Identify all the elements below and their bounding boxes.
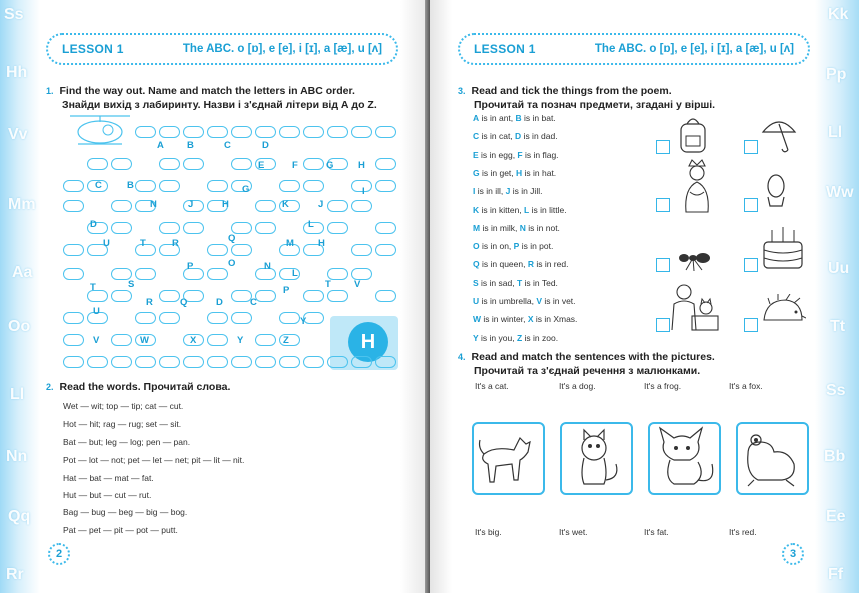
lesson-title: LESSON 1	[62, 42, 124, 56]
poem-line	[473, 278, 558, 288]
poem-line	[473, 113, 556, 123]
maze-cloud	[87, 158, 108, 170]
maze-cloud	[255, 290, 276, 302]
word-line: Pat — pet — pit — pot — putt.	[63, 525, 178, 535]
side-letter: Ss	[826, 382, 846, 399]
word-line: Hot — hit; rag — rug; set — sit.	[63, 419, 182, 429]
word-line: Hut — but — cut — rut.	[63, 490, 152, 500]
word-line: Wet — wit; top — tip; cat — cut.	[63, 401, 184, 411]
picture-card-frog[interactable]	[736, 422, 809, 495]
maze-cloud	[303, 290, 324, 302]
queen-icon	[680, 158, 714, 214]
maze-cloud	[279, 312, 300, 324]
match-sentence[interactable]: It's big.	[475, 527, 502, 537]
poem-text: is in Ted.	[522, 277, 558, 288]
maze-cloud	[207, 268, 228, 280]
maze-cloud	[351, 356, 372, 368]
maze-cloud	[207, 312, 228, 324]
maze-letter[interactable]: Q	[180, 297, 188, 308]
maze-cloud	[279, 126, 300, 138]
maze-letter[interactable]: W	[140, 335, 149, 346]
picture-card-cat[interactable]	[560, 422, 633, 495]
poem-letter: T	[516, 277, 523, 288]
side-letter: Hh	[6, 64, 28, 81]
tick-box-ant[interactable]	[656, 258, 670, 272]
maze-cloud	[375, 222, 396, 234]
frog-icon	[738, 424, 807, 493]
maze-letter[interactable]: O	[228, 258, 236, 269]
maze-cloud	[231, 356, 252, 368]
poem-text: is in egg,	[478, 149, 518, 160]
side-letter: Tt	[830, 318, 846, 335]
maze-cloud	[375, 180, 396, 192]
lesson-header	[458, 33, 810, 65]
poem-letter: R	[527, 259, 534, 270]
poem-line	[473, 186, 542, 196]
maze-cloud	[279, 180, 300, 192]
backpack-icon	[676, 114, 710, 154]
maze-cloud	[183, 200, 204, 212]
poem-text: is in cat,	[479, 131, 516, 142]
maze-letter[interactable]: Z	[283, 335, 289, 346]
maze-letter[interactable]: C	[95, 180, 102, 191]
side-letter: Ee	[826, 508, 846, 525]
cat-icon	[562, 424, 631, 493]
helicopter-icon	[64, 110, 136, 150]
maze-cloud	[207, 356, 228, 368]
poem-text: is in winter,	[481, 314, 528, 325]
poem-letter: A	[473, 113, 480, 123]
maze-cloud	[231, 312, 252, 324]
maze-cloud	[303, 356, 324, 368]
maze-cloud	[63, 268, 84, 280]
side-letter: Nn	[6, 448, 28, 465]
maze-cloud	[87, 356, 108, 368]
maze-letter[interactable]: U	[93, 306, 100, 317]
side-letter: Aa	[12, 264, 33, 281]
maze-cloud	[231, 126, 252, 138]
poem-line	[473, 259, 568, 269]
side-letter: Uu	[828, 260, 850, 277]
maze-letter[interactable]: N	[264, 261, 271, 272]
task-3-instructions: 3. Read and tick the things from the poem. Прочитай та познач предмети, згадані у вірші.	[458, 85, 716, 111]
maze-letter[interactable]: Y	[300, 316, 307, 327]
maze-letter[interactable]: F	[292, 160, 298, 171]
side-letter: Ff	[828, 566, 844, 583]
maze-cloud	[207, 244, 228, 256]
maze-letter[interactable]: J	[318, 199, 324, 210]
poem-letter: M	[473, 222, 481, 233]
maze-cloud	[135, 356, 156, 368]
poem-letter: W	[473, 314, 482, 325]
maze-cloud	[279, 356, 300, 368]
word-line: Bag — bug — beg — big — bog.	[63, 507, 188, 517]
maze-letter[interactable]: J	[188, 199, 194, 210]
maze-letter[interactable]: D	[216, 297, 223, 308]
maze-letter[interactable]: B	[187, 140, 194, 151]
maze-cloud	[111, 222, 132, 234]
maze-cloud	[351, 244, 372, 256]
maze-cloud	[159, 356, 180, 368]
poem-letter: B	[515, 113, 522, 123]
tick-box-backpack[interactable]	[656, 140, 670, 154]
poem-letter: L	[524, 204, 530, 215]
poem-letter: Y	[473, 332, 479, 343]
poem-line	[473, 296, 576, 306]
maze-letter[interactable]: L	[308, 219, 314, 230]
poem-letter: H	[516, 167, 523, 178]
tick-box-vet[interactable]	[656, 318, 670, 332]
poem-text: is in vet.	[541, 296, 576, 306]
maze-letter[interactable]: R	[146, 297, 153, 308]
poem-letter: V	[536, 296, 542, 306]
maze-letter[interactable]: R	[172, 238, 179, 249]
poem-line	[473, 314, 577, 324]
match-sentence[interactable]: It's fat.	[644, 527, 669, 537]
side-letter: Kk	[828, 6, 849, 23]
tick-box-umbrella[interactable]	[744, 140, 758, 154]
maze-cloud	[327, 222, 348, 234]
match-sentence[interactable]: It's a frog.	[644, 381, 682, 391]
maze-cloud	[375, 126, 396, 138]
maze-letter[interactable]: V	[93, 335, 100, 346]
maze-letter[interactable]: P	[283, 285, 290, 296]
maze-cloud	[375, 158, 396, 170]
tick-box-hedgehog[interactable]	[744, 318, 758, 332]
umbrella-icon	[760, 114, 798, 154]
poem-letter: O	[473, 241, 480, 252]
poem-text: is in bat.	[521, 113, 556, 123]
poem-text: is in kitten,	[479, 204, 525, 215]
poem-line	[473, 241, 553, 251]
lesson-topic: The ABC. o [ɒ], e [e], i [ɪ], a [æ], u [ʌ]	[182, 43, 382, 55]
poem-text: is in red.	[533, 259, 569, 270]
poem-text: is in on,	[479, 241, 514, 252]
poem-line	[473, 150, 559, 160]
poem-letter: K	[473, 204, 480, 215]
maze-letter[interactable]: U	[103, 238, 110, 249]
maze-cloud	[231, 290, 252, 302]
poem-text: is in get,	[479, 167, 517, 178]
poem-letter: E	[473, 149, 479, 160]
hedgehog-icon	[760, 294, 806, 328]
poem-text: is in umbrella,	[479, 296, 537, 306]
match-sentence[interactable]: It's wet.	[559, 527, 588, 537]
poem-line	[473, 205, 567, 215]
maze-cloud	[303, 158, 324, 170]
maze-cloud	[183, 356, 204, 368]
maze-letter[interactable]: L	[292, 268, 298, 279]
maze-cloud	[255, 334, 276, 346]
maze-cloud	[111, 334, 132, 346]
maze-answer-letter: H	[348, 322, 388, 362]
maze-cloud	[159, 126, 180, 138]
maze-letter[interactable]: A	[157, 140, 164, 151]
maze-cloud	[111, 290, 132, 302]
poem-letter: N	[519, 222, 526, 233]
poem-line	[473, 223, 560, 233]
tick-box-queen[interactable]	[656, 198, 670, 212]
tick-box-egg[interactable]	[744, 198, 758, 212]
cake-icon	[758, 222, 808, 272]
maze-letter[interactable]: H	[222, 199, 229, 210]
maze-letter[interactable]: P	[187, 261, 194, 272]
poem-text: is in milk,	[480, 222, 520, 233]
maze-cloud	[159, 222, 180, 234]
maze-cloud	[63, 180, 84, 192]
side-letter: Ll	[828, 124, 843, 141]
maze-cloud	[63, 244, 84, 256]
match-sentence[interactable]: It's a cat.	[475, 381, 509, 391]
vet-with-cat-icon	[666, 282, 722, 332]
maze-letter[interactable]: K	[282, 199, 289, 210]
right-page	[430, 0, 859, 593]
maze-cloud	[63, 334, 84, 346]
left-page	[0, 0, 425, 593]
maze-letter[interactable]: B	[127, 180, 134, 191]
maze-letter[interactable]: N	[150, 199, 157, 210]
lesson-topic: The ABC. o [ɒ], e [e], i [ɪ], a [æ], u [ʌ]	[594, 43, 794, 55]
tick-box-cake[interactable]	[744, 258, 758, 272]
maze-cloud	[63, 200, 84, 212]
maze-letter[interactable]: H	[318, 238, 325, 249]
maze-letter[interactable]: T	[140, 238, 146, 249]
poem-text: is in little.	[529, 204, 567, 215]
maze-letter[interactable]: T	[325, 279, 331, 290]
poem-text: is in hat.	[522, 167, 557, 178]
poem-text: is in Jill.	[510, 186, 543, 197]
picture-card-fox[interactable]	[648, 422, 721, 495]
poem-line	[473, 131, 558, 141]
poem-text: is in not.	[525, 222, 560, 233]
maze-cloud	[183, 126, 204, 138]
poem-letter: S	[473, 277, 479, 288]
maze-cloud	[231, 244, 252, 256]
side-letter: Mm	[8, 196, 36, 213]
fox-icon	[650, 424, 719, 493]
poem-line	[473, 333, 558, 343]
poem-letter: U	[473, 296, 480, 306]
poem-text: is in dad.	[521, 131, 558, 142]
lesson-header	[46, 33, 398, 65]
poem-letter: Q	[473, 259, 480, 270]
maze-cloud	[207, 180, 228, 192]
maze-cloud	[183, 158, 204, 170]
maze-cloud	[303, 180, 324, 192]
side-letter: Oo	[8, 318, 31, 335]
maze-letter[interactable]: V	[354, 279, 361, 290]
task-1-instructions: 1. Find the way out. Name and match the letters in ABC order. Знайди вихід з лабиринту. Назви і з'єднай літери від А до Z.	[46, 85, 377, 111]
poem-letter: C	[473, 131, 480, 142]
maze-letter[interactable]: E	[258, 160, 265, 171]
task-2-instructions: 2. Read the words. Прочитай слова.	[46, 381, 231, 393]
maze-cloud	[183, 222, 204, 234]
maze-letter[interactable]: Q	[228, 233, 236, 244]
poem-text: is in ill,	[475, 186, 506, 197]
maze-letter[interactable]: Y	[237, 335, 244, 346]
egg-icon	[764, 170, 788, 210]
poem-letter: P	[513, 241, 520, 252]
maze-letter[interactable]: G	[242, 184, 250, 195]
maze-letter[interactable]: H	[358, 160, 365, 171]
match-sentence[interactable]: It's a dog.	[559, 381, 596, 391]
maze-cloud	[255, 222, 276, 234]
maze-cloud	[207, 126, 228, 138]
page-number: 2	[48, 543, 70, 565]
maze-cloud	[327, 200, 348, 212]
maze-cloud	[375, 290, 396, 302]
maze-letter[interactable]: X	[190, 335, 197, 346]
poem-text: is in queen,	[479, 259, 528, 270]
maze-cloud	[375, 244, 396, 256]
maze-cloud	[231, 158, 252, 170]
poem-text: is in flag.	[522, 149, 559, 160]
maze-cloud	[207, 334, 228, 346]
match-sentence[interactable]: It's a fox.	[729, 381, 763, 391]
maze-cloud	[327, 356, 348, 368]
poem-letter: D	[515, 131, 522, 142]
poem-line	[473, 168, 556, 178]
side-letter: Bb	[824, 448, 846, 465]
maze-cloud	[351, 126, 372, 138]
picture-card-dog[interactable]	[472, 422, 545, 495]
side-letter: Rr	[6, 566, 24, 583]
lesson-title: LESSON 1	[474, 42, 536, 56]
word-line: Pot — lot — not; pet — let — net; pit — lit — nit.	[63, 455, 245, 465]
side-letter: Qq	[8, 508, 31, 525]
maze-letter[interactable]: C	[250, 297, 257, 308]
side-letter: Ww	[826, 184, 854, 201]
poem-text: is in zoo.	[522, 332, 559, 343]
maze-cloud	[375, 356, 396, 368]
maze-cloud	[255, 126, 276, 138]
maze-cloud	[255, 356, 276, 368]
maze-cloud	[111, 158, 132, 170]
poem-letter: F	[517, 149, 523, 160]
maze-cloud	[63, 356, 84, 368]
maze-letter[interactable]: M	[286, 238, 294, 249]
dog-icon	[474, 424, 543, 493]
poem-letter: Z	[516, 332, 523, 343]
maze-cloud	[135, 180, 156, 192]
poem-text: is in ant,	[479, 113, 516, 123]
maze-letter[interactable]: G	[326, 160, 334, 171]
maze-cloud	[135, 126, 156, 138]
maze-cloud	[327, 126, 348, 138]
maze-letter[interactable]: D	[90, 219, 97, 230]
word-line: Hat — bat — mat — fat.	[63, 473, 154, 483]
page-number: 3	[782, 543, 804, 565]
maze-letter[interactable]: C	[224, 140, 231, 151]
maze-letter[interactable]: T	[90, 282, 96, 293]
poem-text: is in you,	[478, 332, 517, 343]
maze-letter[interactable]: I	[362, 186, 365, 197]
maze-cloud	[159, 290, 180, 302]
maze-cloud	[159, 158, 180, 170]
maze-cloud	[135, 312, 156, 324]
poem-text: is in pot.	[519, 241, 554, 252]
poem-letter: G	[473, 167, 480, 178]
maze-cloud	[159, 312, 180, 324]
poem-letter: X	[527, 314, 534, 325]
maze-cloud	[63, 312, 84, 324]
word-line: Bat — but; leg — log; pen — pan.	[63, 437, 191, 447]
poem-text: is in sad,	[478, 277, 517, 288]
maze-cloud	[111, 200, 132, 212]
side-letter: Vv	[8, 126, 28, 143]
maze-letter[interactable]: D	[262, 140, 269, 151]
maze-cloud	[255, 200, 276, 212]
side-letter: Ll	[10, 386, 25, 403]
poem-letter: I	[473, 186, 476, 197]
task-4-instructions: 4. Read and match the sentences with the pictures. Прочитай та з'єднай речення з малюнками.	[458, 351, 715, 377]
maze-cloud	[111, 356, 132, 368]
side-letter: Pp	[826, 66, 847, 83]
maze-cloud	[303, 126, 324, 138]
maze-cloud	[159, 180, 180, 192]
poem-letter: J	[505, 186, 511, 197]
side-letter: Ss	[4, 6, 24, 23]
maze-cloud	[135, 268, 156, 280]
poem-text: is in Xmas.	[533, 314, 578, 325]
maze-letter[interactable]: S	[128, 279, 135, 290]
ant-icon	[674, 244, 714, 274]
maze-cloud	[351, 200, 372, 212]
maze-cloud	[327, 290, 348, 302]
match-sentence[interactable]: It's red.	[729, 527, 757, 537]
